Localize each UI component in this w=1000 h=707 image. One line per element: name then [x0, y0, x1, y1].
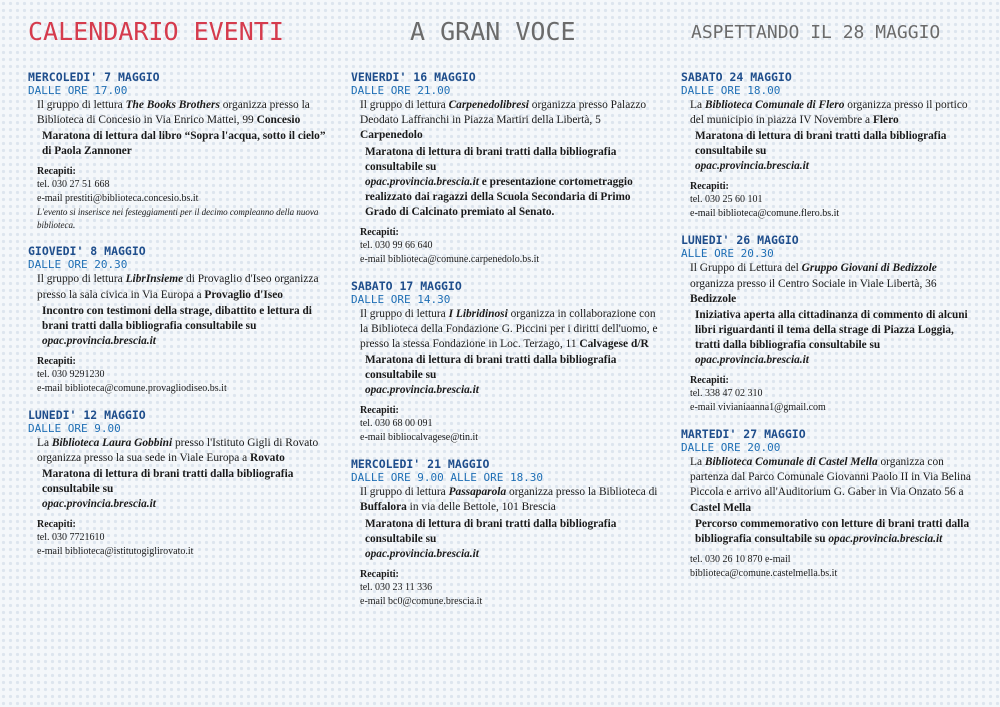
- event-note: L'evento si inserisce nei festeggiamenti per il decimo compleanno della nuova biblioteca.: [37, 207, 319, 231]
- event-activity: Maratona di lettura dal libro “Sopra l'acqua, sotto il cielo” di Paola Zannoner: [42, 130, 326, 158]
- contact-phone: tel. 030 27 51 668: [37, 179, 110, 191]
- event-day: SABATO 17 MAGGIO: [351, 278, 462, 293]
- event-description: [28, 272, 333, 302]
- event-21-maggio: [351, 457, 661, 608]
- activity-text: Maratona di lettura di brani tratti dalla bibliografia consultabile su: [695, 130, 947, 158]
- desc-text: Il gruppo di lettura: [37, 273, 126, 286]
- event-description: [351, 98, 661, 144]
- event-26-maggio: [681, 233, 976, 415]
- event-time: DALLE ORE 17.00: [28, 84, 128, 97]
- activity-text: Incontro con testimoni della strage, dibattito e lettura di brani tratti dalla bibliografia consultabile su: [42, 304, 312, 332]
- desc-text: organizza in collaborazione con la Biblioteca della Fondazione G. Piccini per i diritti dell'uomo, e presso la stessa Fondazione in Loc. Terzago, 11: [360, 307, 658, 351]
- event-activity: [351, 353, 661, 398]
- group-name: The Books Brothers: [125, 99, 220, 111]
- group-name: Biblioteca Comunale di Flero: [704, 99, 845, 111]
- place-name: Rovato: [250, 452, 285, 465]
- event-day: LUNEDI' 26 MAGGIO: [681, 233, 799, 248]
- event-description: [351, 485, 661, 515]
- place-name: Flero: [872, 114, 899, 127]
- place-name: Concesio: [256, 114, 301, 127]
- recapiti-label: Recapiti:: [37, 355, 76, 367]
- contact-email[interactable]: e-mail bc0@comune.brescia.it: [360, 595, 483, 607]
- activity-text: Iniziativa aperta alla cittadinanza di commento di alcuni libri riguardanti il tema della strage di Piazza Loggia, tratti dalla bibliografia consultabile su: [695, 309, 968, 352]
- contact-email[interactable]: e-mail biblioteca@comune.provagliodiseo.bs.it: [37, 382, 227, 394]
- contact-email[interactable]: e-mail biblioteca@comune.flero.bs.it: [690, 208, 840, 220]
- event-time: DALLE ORE 9.00 ALLE ORE 18.30: [351, 471, 544, 485]
- event-description: [28, 98, 333, 128]
- group-name: Biblioteca Comunale di Castel Mella: [704, 456, 878, 469]
- event-description: [28, 436, 333, 466]
- desc-text: Il Gruppo di Lettura del: [690, 262, 802, 275]
- activity-text: Percorso commemorativo con letture di brani tratti dalla bibliografia consultabile su: [695, 517, 970, 545]
- recapiti-label: Recapiti:: [37, 166, 76, 178]
- event-17-maggio: [351, 279, 661, 446]
- opac-link[interactable]: opac.provincia.brescia.it: [695, 354, 809, 367]
- group-name: LibrInsieme: [125, 273, 184, 286]
- opac-link[interactable]: opac.provincia.brescia.it: [365, 384, 479, 397]
- group-name: Biblioteca Laura Gobbini: [51, 436, 173, 449]
- contact-phone: tel. 030 23 11 336: [360, 581, 433, 593]
- desc-text: La: [690, 456, 705, 469]
- event-day: MARTEDI' 27 MAGGIO: [681, 427, 806, 442]
- desc-text: organizza presso il Centro Sociale in Viale Libertà, 36: [690, 277, 937, 290]
- activity-text: Maratona di lettura di brani tratti dalla bibliografia consultabile su: [365, 145, 617, 173]
- contact-email[interactable]: e-mail biblioteca@comune.carpenedolo.bs.it: [360, 253, 540, 265]
- place-name: Bedizzole: [690, 292, 737, 305]
- event-activity: [681, 129, 976, 174]
- column-1: [28, 70, 333, 571]
- place-name: Castel Mella: [690, 501, 752, 514]
- desc-text: organizza presso il portico del municipio in piazza IV Novembre a: [690, 99, 968, 127]
- event-12-maggio: [28, 408, 333, 559]
- event-activity: [351, 145, 661, 220]
- place-name: Calvagese d/R: [579, 338, 649, 351]
- contact-phone: tel. 030 26 10 870 e-mail: [690, 553, 791, 565]
- place-name: Buffalora: [360, 501, 407, 514]
- desc-text: in via delle Bettole, 101 Brescia: [406, 501, 556, 514]
- event-time: DALLE ORE 20.00: [681, 441, 781, 455]
- event-description: [351, 307, 661, 353]
- contact-phone: tel. 030 68 00 091: [360, 418, 433, 430]
- event-day: MERCOLEDI' 7 MAGGIO: [28, 70, 160, 84]
- event-time: DALLE ORE 9.00: [28, 421, 121, 435]
- event-description: [681, 98, 976, 128]
- page-header: [0, 0, 1000, 60]
- contact-email[interactable]: e-mail vivianiaanna1@gmail.com: [690, 402, 826, 414]
- column-2: [351, 70, 661, 621]
- header-aspettando: ASPETTANDO IL 28 MAGGIO: [691, 22, 941, 43]
- event-day: VENERDI' 16 MAGGIO: [351, 70, 476, 84]
- group-name: Gruppo Giovani di Bedizzole: [801, 262, 937, 275]
- desc-text: Il gruppo di lettura: [360, 307, 449, 320]
- recapiti-label: Recapiti:: [360, 405, 399, 417]
- recapiti-label: Recapiti:: [360, 226, 399, 238]
- opac-link[interactable]: opac.provincia.brescia.it: [365, 547, 479, 560]
- desc-text: organizza presso la Biblioteca di Concesio in Via Enrico Mattei, 99: [37, 99, 310, 127]
- event-time: DALLE ORE 18.00: [681, 84, 781, 97]
- group-name: Passaparola: [448, 486, 507, 499]
- event-16-maggio: [351, 70, 661, 267]
- desc-text: La: [690, 99, 705, 111]
- event-description: [681, 261, 976, 307]
- event-27-maggio: [681, 427, 976, 581]
- recapiti-label: Recapiti:: [690, 181, 729, 193]
- opac-link[interactable]: opac.provincia.brescia.it: [365, 175, 479, 188]
- contact-email[interactable]: biblioteca@comune.castelmella.bs.it: [690, 567, 838, 579]
- place-name: Provaglio d'Iseo: [204, 288, 283, 301]
- contact-phone: tel. 030 9291230: [37, 368, 105, 380]
- event-activity: [681, 517, 976, 547]
- event-8-maggio: [28, 244, 333, 395]
- column-3: [681, 70, 976, 593]
- activity-text: Maratona di lettura di brani tratti dalla bibliografia consultabile su: [42, 468, 294, 496]
- event-description: [681, 455, 976, 516]
- desc-text: organizza presso Palazzo Deodato Laffranchi in Piazza Martiri della Libertà, 5: [360, 99, 647, 127]
- desc-text: organizza presso la Biblioteca di: [506, 486, 658, 499]
- event-activity: [351, 517, 661, 562]
- opac-link[interactable]: opac.provincia.brescia.it: [42, 334, 156, 347]
- activity-text: Maratona di lettura di brani tratti dalla bibliografia consultabile su: [365, 517, 617, 545]
- group-name: I Libridinosi: [448, 307, 508, 320]
- desc-text: La: [37, 436, 52, 449]
- desc-text: di Provaglio d'Iseo organizza presso la sala civica in Via Europa a: [37, 273, 319, 301]
- event-time: DALLE ORE 21.00: [351, 84, 451, 97]
- event-day: GIOVEDI' 8 MAGGIO: [28, 244, 146, 259]
- recapiti-label: Recapiti:: [37, 519, 76, 531]
- recapiti-label: Recapiti:: [360, 568, 399, 580]
- event-7-maggio: [28, 70, 333, 232]
- contact-phone: tel. 030 99 66 640: [360, 239, 433, 251]
- contact-phone: tel. 338 47 02 310: [690, 388, 763, 400]
- event-day: SABATO 24 MAGGIO: [681, 70, 792, 84]
- contact-email[interactable]: e-mail bibliocalvagese@tin.it: [360, 432, 479, 444]
- event-24-maggio: [681, 70, 976, 221]
- desc-text: Il gruppo di lettura: [37, 99, 126, 111]
- opac-link[interactable]: opac.provincia.brescia.it: [828, 532, 943, 545]
- activity-text: Maratona di lettura di brani tratti dalla bibliografia consultabile su: [365, 354, 617, 382]
- header-a-gran-voce: A GRAN VOCE: [410, 17, 576, 46]
- opac-link[interactable]: opac.provincia.brescia.it: [42, 498, 156, 511]
- group-name: Carpenedolibresi: [448, 99, 529, 111]
- opac-link[interactable]: opac.provincia.brescia.it: [695, 160, 809, 173]
- header-calendario-eventi: CALENDARIO EVENTI: [28, 17, 284, 46]
- desc-text: Il gruppo di lettura: [360, 486, 449, 499]
- recapiti-label: Recapiti:: [690, 375, 729, 387]
- event-day: LUNEDI' 12 MAGGIO: [28, 407, 146, 422]
- place-name: Carpenedolo: [360, 129, 423, 142]
- desc-text: Il gruppo di lettura: [360, 99, 449, 111]
- contact-phone: tel. 030 25 60 101: [690, 194, 763, 206]
- event-activity: [681, 308, 976, 368]
- event-activity: [28, 304, 333, 349]
- event-time: ALLE ORE 20.30: [681, 247, 774, 261]
- event-time: DALLE ORE 14.30: [351, 292, 451, 306]
- contact-phone: tel. 030 7721610: [37, 532, 105, 544]
- activity-text: e presentazione cortometraggio realizzato dai ragazzi della Scuola Secondaria di Primo Grado di Calcinato premiato al Senato.: [365, 175, 633, 218]
- event-day: MERCOLEDI' 21 MAGGIO: [351, 457, 490, 472]
- contact-email[interactable]: e-mail biblioteca@istitutogiglirovato.it: [37, 546, 194, 558]
- desc-text: organizza con partenza dal Parco Comunale Giovanni Paolo II in Via Belina Piccola e arrivo all'Auditorium G. Gaber in Via Onzato 56 a: [690, 456, 971, 499]
- contact-email[interactable]: e-mail prestiti@biblioteca.concesio.bs.it: [37, 193, 199, 205]
- event-activity: [28, 467, 333, 512]
- event-time: DALLE ORE 20.30: [28, 258, 128, 272]
- desc-text: presso l'Istituto Gigli di Rovato organizza presso la sua sede in Viale Europa a: [37, 436, 319, 465]
